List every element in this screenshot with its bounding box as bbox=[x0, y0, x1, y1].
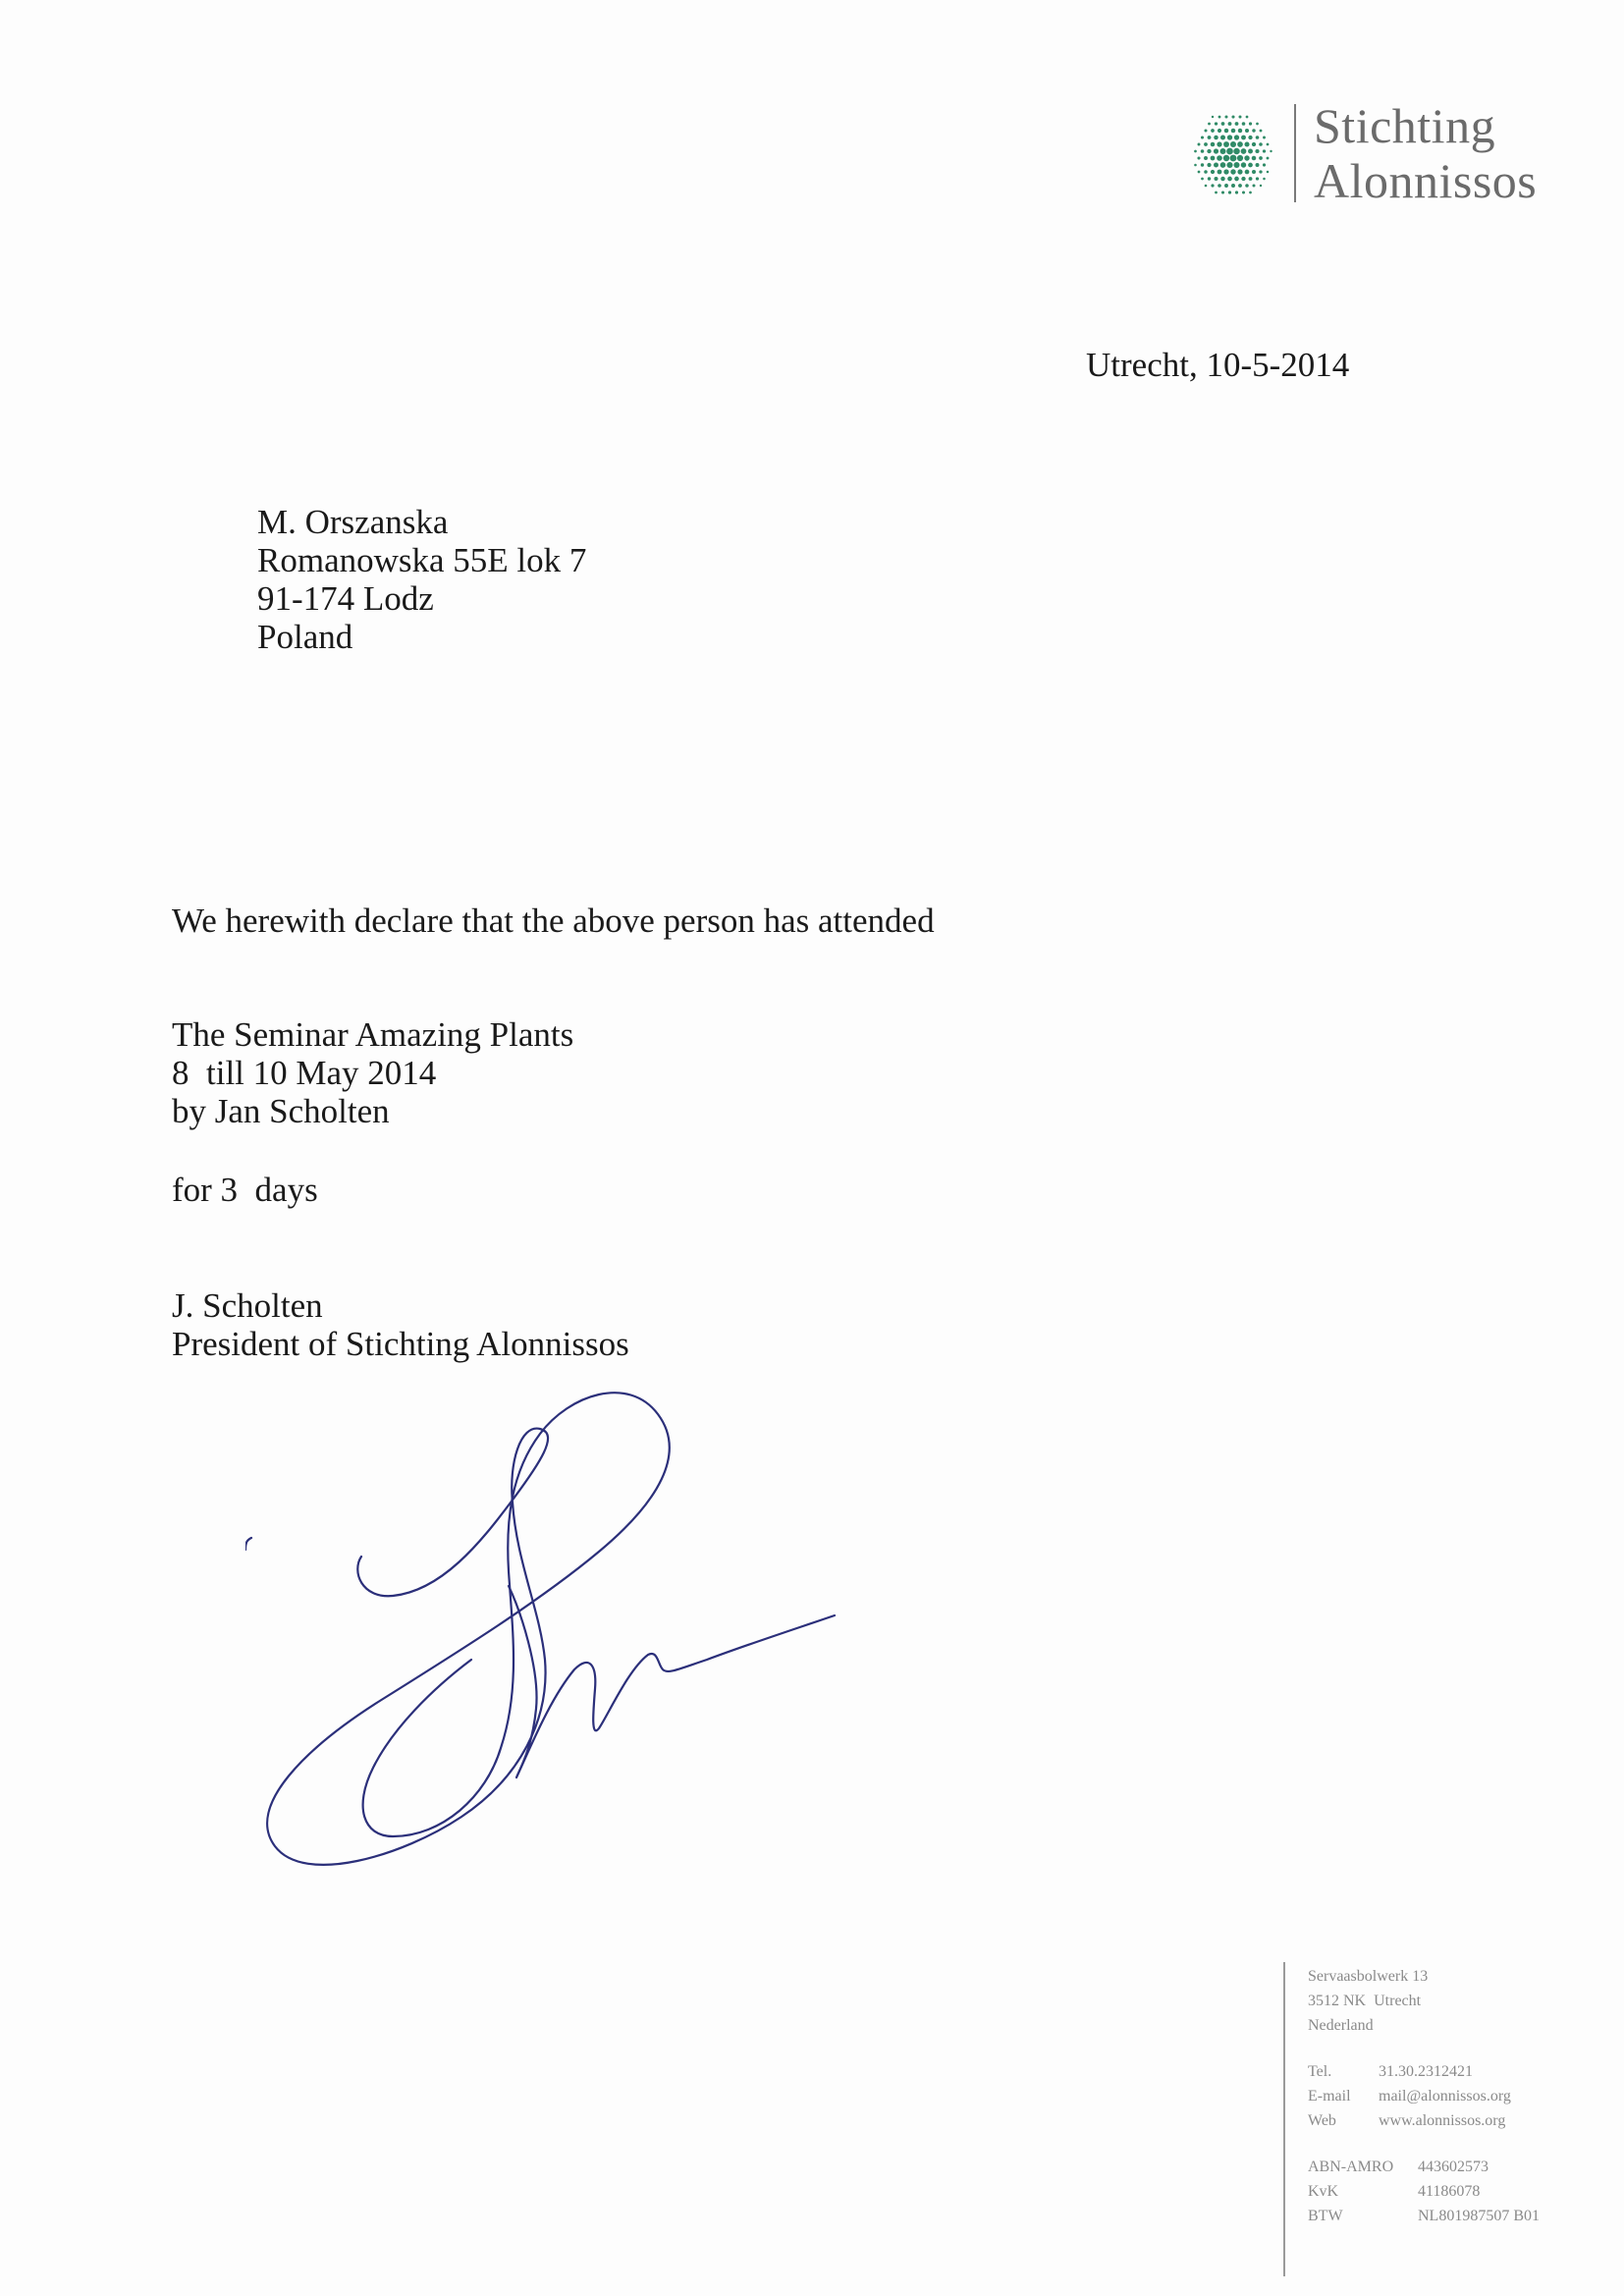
logo-dot bbox=[1252, 142, 1256, 146]
logo-dot bbox=[1234, 135, 1239, 139]
logo-dot bbox=[1214, 163, 1218, 168]
logo-dot bbox=[1238, 184, 1242, 188]
seminar-presenter: by Jan Scholten bbox=[172, 1092, 390, 1130]
logo-dot bbox=[1220, 148, 1226, 154]
logo-dot bbox=[1245, 129, 1249, 133]
logo-dot bbox=[1228, 122, 1232, 126]
logo-dot bbox=[1215, 122, 1218, 125]
logo-dot bbox=[1223, 169, 1228, 174]
logo-dot bbox=[1235, 122, 1239, 126]
logo-dot bbox=[1217, 141, 1221, 146]
logo-dot bbox=[1237, 141, 1243, 147]
logo-dot bbox=[1220, 177, 1224, 181]
footer-value: 31.30.2312421 bbox=[1379, 2063, 1473, 2080]
footer-registration-row bbox=[1308, 2179, 1602, 2204]
logo-dot bbox=[1198, 171, 1201, 174]
footer-registration-row bbox=[1308, 2155, 1602, 2179]
logo-dot bbox=[1234, 177, 1239, 182]
logo-dot bbox=[1248, 136, 1252, 139]
seminar-dates: 8 till 10 May 2014 bbox=[172, 1054, 437, 1092]
footer-contact-row bbox=[1308, 2084, 1602, 2108]
declaration-text: We herewith declare that the above person has attended bbox=[172, 902, 935, 940]
logo-dot bbox=[1211, 156, 1216, 161]
logo-dot bbox=[1224, 129, 1229, 134]
logo-dot bbox=[1207, 149, 1211, 153]
logo-dot bbox=[1255, 149, 1259, 153]
logo-dot bbox=[1204, 142, 1208, 146]
footer-label: Tel. bbox=[1308, 2063, 1332, 2080]
logo-dot bbox=[1205, 185, 1208, 188]
logo-dot bbox=[1256, 123, 1259, 126]
logo-dot bbox=[1201, 178, 1204, 181]
logo-dot bbox=[1217, 155, 1222, 161]
logo-dot bbox=[1227, 177, 1232, 182]
logo-dot bbox=[1233, 148, 1240, 155]
logo-dot bbox=[1235, 191, 1238, 193]
logo-dot bbox=[1221, 122, 1225, 126]
footer-country: Nederland bbox=[1308, 2017, 1374, 2034]
logo-dot bbox=[1244, 155, 1249, 160]
logo-dot bbox=[1244, 141, 1249, 146]
logo-dot bbox=[1201, 136, 1204, 138]
handwritten-signature bbox=[245, 1375, 933, 1925]
footer-value: NL801987507 B01 bbox=[1418, 2208, 1540, 2224]
logo-dot bbox=[1231, 129, 1236, 134]
letter-date: Utrecht, 10-5-2014 bbox=[1086, 346, 1350, 384]
logo-dot bbox=[1260, 185, 1262, 187]
logo-dot bbox=[1212, 116, 1214, 118]
logo-dot bbox=[1242, 191, 1245, 194]
logo-dot bbox=[1248, 149, 1253, 154]
logo-dot bbox=[1226, 162, 1232, 168]
logo-dot bbox=[1207, 163, 1211, 167]
logo-dot bbox=[1214, 136, 1218, 139]
footer-contact-row bbox=[1308, 2059, 1602, 2084]
recipient-city: 91-174 Lodz bbox=[257, 579, 434, 618]
logo-dot bbox=[1227, 135, 1232, 139]
recipient-address bbox=[257, 503, 586, 656]
logo-dot bbox=[1218, 129, 1221, 133]
footer-value: 41186078 bbox=[1418, 2183, 1481, 2200]
footer-label: BTW bbox=[1308, 2208, 1343, 2224]
logo-dot bbox=[1241, 136, 1246, 140]
footer-label: Web bbox=[1308, 2112, 1336, 2129]
logo-dot bbox=[1215, 177, 1218, 181]
footer-label: KvK bbox=[1308, 2183, 1339, 2200]
logo-dot bbox=[1208, 123, 1211, 126]
logo-dot bbox=[1252, 156, 1257, 161]
signatory-title: President of Stichting Alonnissos bbox=[172, 1325, 629, 1363]
logo-dot bbox=[1223, 141, 1229, 147]
letterhead-divider bbox=[1294, 104, 1296, 202]
logo-dot bbox=[1267, 171, 1270, 174]
logo-dot bbox=[1204, 129, 1207, 132]
logo-dot bbox=[1263, 149, 1266, 152]
footer-label: E-mail bbox=[1308, 2088, 1351, 2105]
logo-dot bbox=[1198, 143, 1201, 146]
logo-dot bbox=[1263, 163, 1266, 166]
logo-dot bbox=[1256, 177, 1259, 180]
footer-postal: 3512 NK Utrecht bbox=[1308, 1993, 1422, 2009]
logo-dot bbox=[1204, 156, 1208, 160]
logo-dot bbox=[1208, 136, 1212, 139]
logo-dot bbox=[1201, 163, 1204, 166]
signatory-block bbox=[172, 1286, 629, 1363]
footer-value: www.alonnissos.org bbox=[1379, 2112, 1506, 2129]
logo-dot bbox=[1259, 156, 1263, 160]
organization-name bbox=[1314, 98, 1537, 208]
organization-footer bbox=[1308, 1964, 1602, 2250]
footer-label: ABN-AMRO bbox=[1308, 2159, 1394, 2175]
logo-dot bbox=[1226, 148, 1233, 155]
logo-dot bbox=[1252, 184, 1255, 187]
logo-dot bbox=[1220, 136, 1225, 140]
logo-dot bbox=[1263, 137, 1266, 139]
footer-registration bbox=[1308, 2155, 1602, 2228]
logo-dot bbox=[1230, 155, 1237, 162]
logo-dot bbox=[1241, 162, 1246, 167]
footer-street: Servaasbolwerk 13 bbox=[1308, 1968, 1429, 1985]
logo-dot bbox=[1223, 155, 1229, 161]
logo-dot bbox=[1211, 142, 1216, 147]
logo-dot bbox=[1194, 150, 1197, 153]
signatory-name: J. Scholten bbox=[172, 1286, 323, 1325]
logo-dot bbox=[1259, 170, 1262, 173]
logo-dot bbox=[1201, 149, 1205, 153]
logo-dot bbox=[1211, 129, 1215, 133]
footer-value: mail@alonnissos.org bbox=[1379, 2088, 1511, 2105]
footer-registration-row bbox=[1308, 2204, 1602, 2228]
logo-dot bbox=[1214, 148, 1218, 153]
logo-dot bbox=[1215, 191, 1218, 194]
logo-dot bbox=[1249, 177, 1253, 181]
logo-dot bbox=[1260, 130, 1263, 133]
recipient-name: M. Orszanska bbox=[257, 503, 449, 541]
footer-value: 443602573 bbox=[1418, 2159, 1489, 2175]
logo-dot bbox=[1237, 169, 1242, 174]
logo-dot bbox=[1249, 191, 1252, 194]
logo-dot bbox=[1238, 129, 1242, 133]
organization-name-line2: Alonnissos bbox=[1314, 153, 1538, 208]
footer-contact-row bbox=[1308, 2108, 1602, 2133]
organization-name-line1: Stichting bbox=[1314, 98, 1496, 153]
logo-dot bbox=[1224, 184, 1228, 188]
logo-dot bbox=[1211, 184, 1214, 187]
logo-dot bbox=[1231, 184, 1235, 188]
logo-dot bbox=[1237, 155, 1243, 161]
footer-contact bbox=[1308, 2059, 1602, 2133]
logo-dot bbox=[1231, 115, 1234, 118]
logo-dot bbox=[1252, 170, 1256, 174]
logo-dot bbox=[1194, 164, 1197, 167]
logo-dot bbox=[1259, 142, 1263, 146]
attendance-duration: for 3 days bbox=[172, 1171, 318, 1209]
logo-dot bbox=[1233, 162, 1239, 168]
logo-dot bbox=[1208, 177, 1211, 180]
logo-dot bbox=[1256, 163, 1260, 167]
logo-dot bbox=[1218, 116, 1221, 119]
logo-dot bbox=[1267, 143, 1270, 146]
seminar-title: The Seminar Amazing Plants bbox=[172, 1015, 574, 1054]
logo-dot bbox=[1197, 156, 1200, 159]
logo-dot bbox=[1204, 170, 1208, 174]
logo-dot bbox=[1245, 170, 1250, 175]
footer-address bbox=[1308, 1964, 1602, 2038]
logo-dot bbox=[1242, 122, 1246, 126]
logo-dot bbox=[1270, 150, 1272, 152]
logo-dot bbox=[1263, 178, 1266, 181]
logo-dot bbox=[1238, 115, 1241, 118]
recipient-street: Romanowska 55E lok 7 bbox=[257, 541, 587, 579]
logo-dot bbox=[1218, 170, 1222, 175]
logo-dot bbox=[1267, 157, 1270, 160]
letterhead bbox=[1188, 98, 1600, 216]
footer-divider bbox=[1283, 1962, 1285, 2276]
seminar-details bbox=[172, 1015, 573, 1130]
dotted-leaf-logo-icon bbox=[1188, 102, 1276, 200]
logo-dot bbox=[1246, 116, 1249, 119]
logo-dot bbox=[1228, 191, 1231, 193]
logo-dot bbox=[1220, 162, 1226, 168]
logo-dot bbox=[1230, 169, 1235, 174]
logo-dot bbox=[1252, 129, 1255, 132]
logo-dot bbox=[1221, 191, 1224, 193]
logo-dot bbox=[1241, 148, 1247, 154]
logo-dot bbox=[1211, 170, 1215, 174]
logo-dot bbox=[1245, 184, 1249, 188]
recipient-country: Poland bbox=[257, 618, 353, 656]
logo-dot bbox=[1230, 141, 1236, 147]
logo-dot bbox=[1249, 122, 1252, 125]
logo-dot bbox=[1256, 136, 1260, 139]
logo-dot bbox=[1248, 163, 1253, 168]
logo-dot bbox=[1241, 177, 1245, 181]
logo-dot bbox=[1218, 184, 1221, 188]
logo-dot bbox=[1224, 115, 1227, 118]
